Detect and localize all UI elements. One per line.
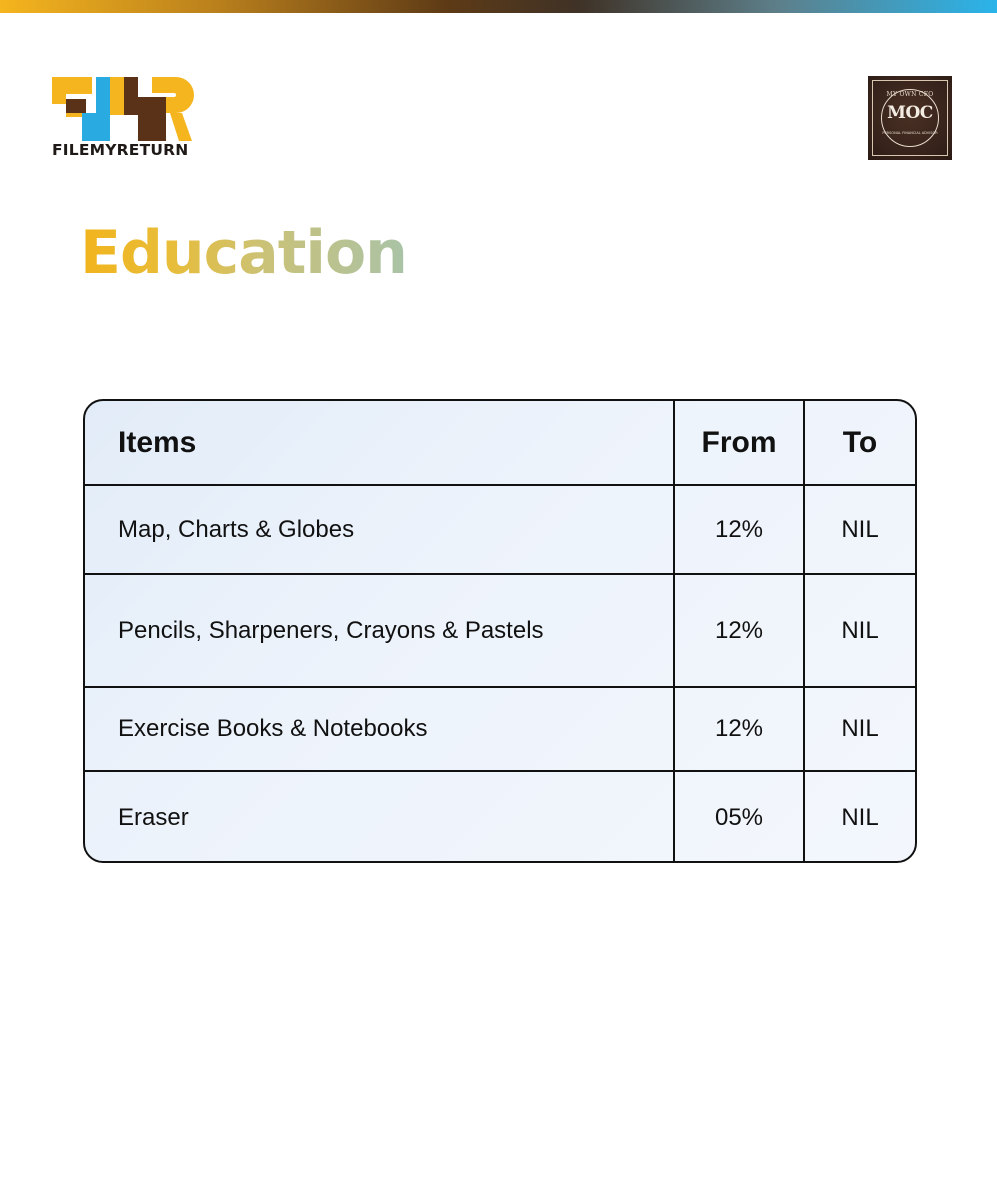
from-cell: 05% <box>674 771 804 863</box>
header-to: To <box>804 401 915 485</box>
moc-top-text: MY OWN CFO <box>886 91 934 98</box>
fmr-wordmark: FILEMYRETURN <box>52 141 189 159</box>
top-gradient-bar <box>0 0 997 13</box>
table-row <box>85 574 915 687</box>
header-from: From <box>674 401 804 485</box>
table-row <box>85 485 915 574</box>
header-items: Items <box>85 401 674 485</box>
my-own-cfo-logo <box>868 76 952 160</box>
rate-table <box>85 401 915 863</box>
to-cell: NIL <box>804 687 915 771</box>
item-cell: Pencils, Sharpeners, Crayons & Pastels <box>85 574 674 687</box>
item-cell: Eraser <box>85 771 674 863</box>
fmr-logo-mark <box>52 77 197 141</box>
table-header-row <box>85 401 915 485</box>
from-cell: 12% <box>674 687 804 771</box>
to-cell: NIL <box>804 485 915 574</box>
to-cell: NIL <box>804 771 915 863</box>
table-row <box>85 687 915 771</box>
table-row <box>85 771 915 863</box>
moc-center-text: MOC <box>887 103 933 123</box>
to-cell: NIL <box>804 574 915 687</box>
moc-bottom-text: PERSONAL FINANCIAL ADVISOR <box>882 131 938 135</box>
filemyreturn-logo <box>52 77 197 163</box>
from-cell: 12% <box>674 485 804 574</box>
from-cell: 12% <box>674 574 804 687</box>
page-title: Education <box>80 218 407 288</box>
item-cell: Exercise Books & Notebooks <box>85 687 674 771</box>
gst-rate-table <box>83 399 917 863</box>
item-cell: Map, Charts & Globes <box>85 485 674 574</box>
